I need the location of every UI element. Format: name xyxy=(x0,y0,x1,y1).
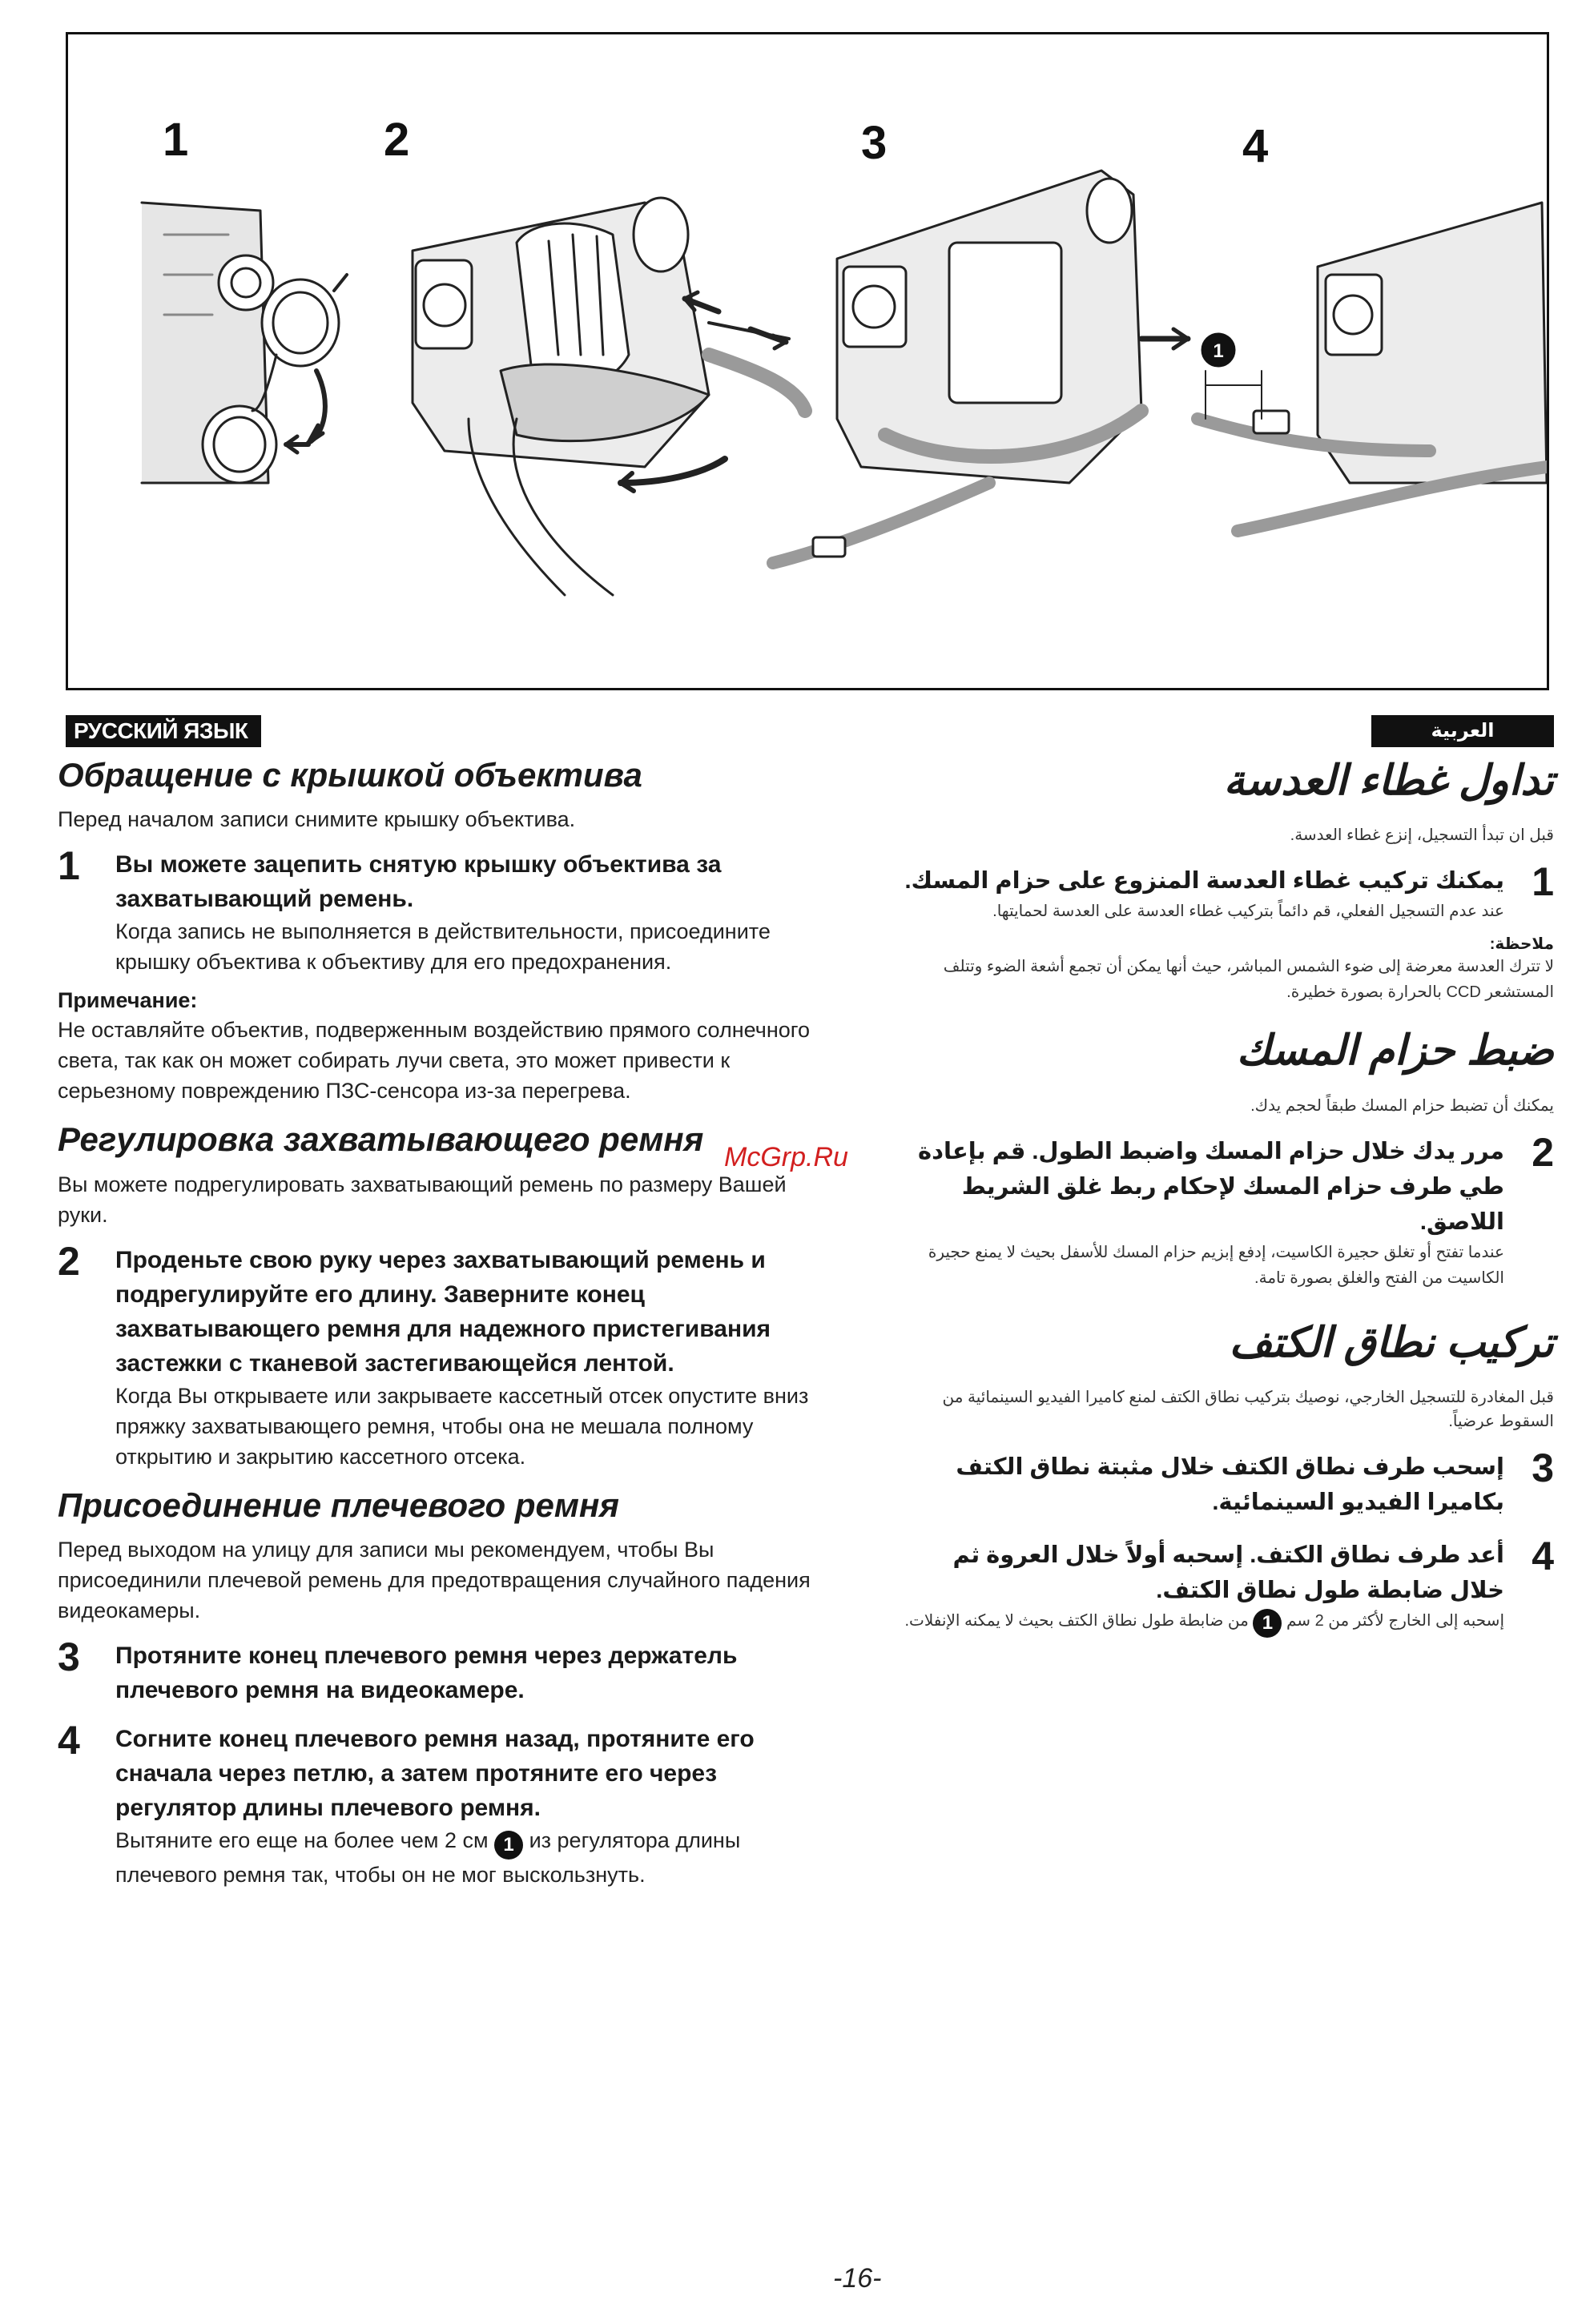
ru-step-1-heading: Вы можете зацепить снятую крышку объектива за захватывающий ремень. xyxy=(115,851,722,913)
illus-step-4: 4 xyxy=(1242,120,1269,172)
arabic-column xyxy=(896,756,1554,1647)
strap-adjuster-drawing xyxy=(1198,203,1547,531)
ru-shoulder-strap-title: Присоединение плечевого ремня xyxy=(58,1486,620,1524)
ar-step-1-heading: يمكنك تركيب غطاء العدسة المنزوع على حزام المسك. xyxy=(904,868,1504,895)
illus-step-3: 3 xyxy=(861,117,888,169)
ar-step-2 xyxy=(896,1129,1554,1291)
ar-lens-cap-title: تداول غطاء العدسة xyxy=(1223,758,1554,804)
camcorder-drawings xyxy=(68,34,1547,688)
lens-cap-drawing xyxy=(142,203,347,483)
ru-grip-strap-intro: Вы можете подрегулировать захватывающий ремень по размеру Вашей руки. xyxy=(58,1172,787,1227)
ar-lens-cap-intro: قبل ان تبدأ التسجيل، إنزع غطاء العدسة. xyxy=(1290,826,1554,845)
russian-column xyxy=(58,756,835,1901)
ru-step-1-text: Когда запись не выполняется в действительности, присоедините крышку объектива к объективу для его предохранения. xyxy=(115,919,771,975)
ru-lens-cap-intro: Перед началом записи снимите крышку объектива. xyxy=(58,807,576,832)
ru-shoulder-strap-intro: Перед выходом на улицу для записи мы рекомендуем, чтобы Вы присоединили плечевой ремень для предотвращения случайного падения видеокамеры. xyxy=(58,1537,811,1622)
ar-step-3-heading: إسحب طرف نطاق الكتف خلال مثبتة نطاق الكتف بكاميرا الفيديو السينمائية. xyxy=(956,1454,1504,1516)
callout-badge: 1 xyxy=(1213,340,1224,362)
ru-step-2-heading: Проденьте свою руку через захватывающий ремень и подрегулируйте его длину. Заверните конец захватывающего ремня для надежного пристегивания застежки с тканевой застегивающейся лентой. xyxy=(115,1246,771,1377)
lang-tag-russian: РУССКИЙ ЯЗЫК xyxy=(66,715,261,747)
illustration-panel xyxy=(66,32,1549,690)
ar-callout-badge: 1 xyxy=(1253,1609,1282,1638)
ar-step-2-number: 2 xyxy=(1532,1129,1554,1175)
ar-step-1 xyxy=(896,859,1554,924)
ar-step-4-text-b: من ضابطة طول نطاق الكتف بحيث لا يمكنه الإنفلات. xyxy=(904,1612,1249,1630)
ar-grip-strap-intro: يمكنك أن تضبط حزام المسك طبقاً لحجم يدك. xyxy=(1250,1096,1554,1115)
ru-step-4-heading: Согните конец плечевого ремня назад, протяните его сначала через петлю, а затем протяните его через регулятор длины плечевого ремня. xyxy=(115,1725,755,1821)
ar-step-4-text-a: إسحبه إلى الخارج لأكثر من 2 سم xyxy=(1286,1612,1504,1630)
ar-shoulder-strap-intro: قبل المغادرة للتسجيل الخارجي، نوصيك بتركيب نطاق الكتف لمنع كاميرا الفيديو السينمائية من السقوط عرضياً. xyxy=(942,1389,1554,1431)
grip-strap-drawing xyxy=(413,198,805,595)
ar-step-4-number: 4 xyxy=(1532,1534,1554,1579)
ru-step-2-text: Когда Вы открываете или закрываете кассетный отсек опустите вниз пряжку захватывающего ремня, чтобы она не мешала полному открытию и закрытию кассетного отсека. xyxy=(115,1383,809,1469)
ar-shoulder-strap-title: تركيب نطاق الكتف xyxy=(1229,1319,1554,1366)
ru-step-3 xyxy=(58,1634,835,1707)
ar-step-2-heading: مرر يدك خلال حزام المسك واضبط الطول. قم بإعادة طي طرف حزام المسك لإحكام ربط غلق الشريط اللاصق. xyxy=(918,1138,1504,1235)
lang-tag-arabic: العربية xyxy=(1371,715,1554,747)
ru-step-4-number: 4 xyxy=(58,1717,80,1763)
ru-note-text: Не оставляйте объектив, подверженным воздействию прямого солнечного света, так как он может собирать лучи света, это может привести к серьезному повреждению ПЗС-сенсора из-за перегрева. xyxy=(58,1018,811,1104)
ar-step-1-number: 1 xyxy=(1532,859,1554,905)
ru-note-heading: Примечание: xyxy=(58,988,198,1013)
ar-step-4 xyxy=(896,1534,1554,1638)
ru-callout-badge: 1 xyxy=(494,1831,523,1860)
ar-step-4-text xyxy=(896,1608,1504,1638)
ru-step-1 xyxy=(58,843,835,977)
illus-step-1: 1 xyxy=(163,114,189,166)
ar-step-1-text: عند عدم التسجيل الفعلي، قم دائماً بتركيب غطاء العدسة على العدسة لحمايتها. xyxy=(992,903,1504,921)
ru-step-4-text xyxy=(115,1825,835,1890)
ar-step-3-number: 3 xyxy=(1532,1445,1554,1491)
illus-step-2: 2 xyxy=(384,114,410,166)
ar-step-2-text: عندما تفتح أو تغلق حجيرة الكاسيت، إدفع إبزيم حزام المسك للأسفل بحيث لا يمنع حجيرة الكاسيت من الفتح والغلق بصورة تامة. xyxy=(928,1243,1504,1287)
shoulder-strap-drawing xyxy=(773,171,1188,563)
ar-note-heading: ملاحظة: xyxy=(1489,935,1554,954)
ru-step-4 xyxy=(58,1717,835,1890)
ru-lens-cap-title: Обращение с крышкой объектива xyxy=(58,756,642,794)
ru-step-3-number: 3 xyxy=(58,1634,80,1679)
ru-step-3-heading: Протяните конец плечевого ремня через держатель плечевого ремня на видеокамере. xyxy=(115,1642,738,1703)
watermark: McGrp.Ru xyxy=(724,1142,848,1172)
ar-step-4-heading: أعد طرف نطاق الكتف. إسحبه أولاً خلال العروة ثم خلال ضابطة طول نطاق الكتف. xyxy=(952,1542,1504,1604)
ar-note-text: لا تترك العدسة معرضة إلى ضوء الشمس المباشر، حيث أنها يمكن أن تجمع أشعة الضوء وتتلف المستشعر CCD بالحرارة بصورة خطيرة. xyxy=(943,958,1554,1002)
ru-step-1-number: 1 xyxy=(58,843,80,889)
page-number: -16- xyxy=(833,2263,882,2294)
ru-step-4-text-a: Вытяните его еще на более чем 2 см xyxy=(115,1827,489,1852)
ru-step-2 xyxy=(58,1238,835,1472)
ru-grip-strap-title: Регулировка захватывающего ремня xyxy=(58,1120,704,1159)
ru-step-2-number: 2 xyxy=(58,1238,80,1284)
ar-grip-strap-title: ضبط حزام المسك xyxy=(1236,1027,1554,1075)
ru-step-4-text-b: из регулятора длины плечевого ремня так, чтобы он не мог выскользнуть. xyxy=(115,1827,741,1887)
ar-step-3 xyxy=(896,1445,1554,1520)
